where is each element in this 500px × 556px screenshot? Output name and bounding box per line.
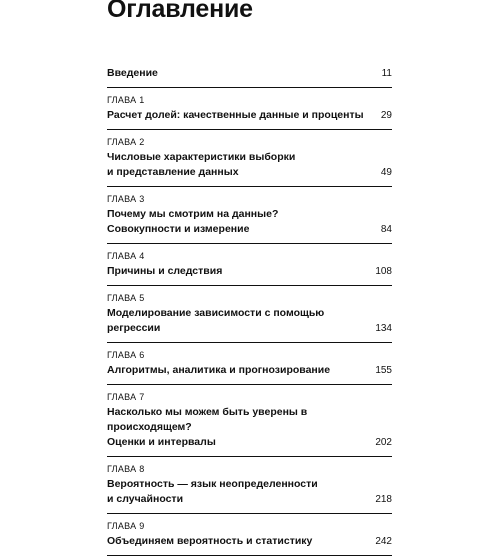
page-number: 29 xyxy=(380,110,392,121)
toc-entry-chapter-8[interactable] xyxy=(107,457,392,514)
toc-entry-chapter-4[interactable] xyxy=(107,244,392,286)
page-number: 11 xyxy=(381,68,392,79)
page-number: 84 xyxy=(380,224,392,235)
toc-entry-chapter-1[interactable] xyxy=(107,88,392,130)
toc-entry-chapter-7[interactable] xyxy=(107,385,392,457)
entry-title: Алгоритмы, аналитика и прогнозирование xyxy=(107,364,331,376)
toc-entry-chapter-9[interactable] xyxy=(107,514,392,556)
toc-entry-chapter-5[interactable] xyxy=(107,286,392,343)
chapter-label: ГЛАВА 9 xyxy=(107,521,145,531)
toc-entry-intro[interactable] xyxy=(107,60,392,88)
chapter-label: ГЛАВА 3 xyxy=(107,194,145,204)
toc-entry-chapter-6[interactable] xyxy=(107,343,392,385)
entry-title: Числовые характеристики выборки и представление данных xyxy=(107,151,296,178)
chapter-label: ГЛАВА 8 xyxy=(107,464,145,474)
entry-title: Насколько мы можем быть уверены в происходящем? Оценки и интервалы xyxy=(107,406,308,448)
page-number: 108 xyxy=(375,266,392,277)
page-number: 242 xyxy=(375,536,392,547)
entry-title: Причины и следствия xyxy=(107,265,223,277)
chapter-label: ГЛАВА 1 xyxy=(107,95,145,105)
entry-title: Моделирование зависимости с помощью регрессии xyxy=(107,307,325,334)
table-of-contents xyxy=(107,60,392,556)
entry-title: Объединяем вероятность и статистику xyxy=(107,535,313,547)
entry-title: Почему мы смотрим на данные? Совокупности и измерение xyxy=(107,208,279,235)
chapter-label: ГЛАВА 5 xyxy=(107,293,145,303)
page-number: 134 xyxy=(375,323,392,334)
page-number: 218 xyxy=(375,494,392,505)
page-number: 49 xyxy=(380,167,392,178)
page-number: 155 xyxy=(375,365,392,376)
chapter-label: ГЛАВА 4 xyxy=(107,251,145,261)
toc-entry-chapter-2[interactable] xyxy=(107,130,392,187)
toc-entry-chapter-3[interactable] xyxy=(107,187,392,244)
entry-title: Вероятность — язык неопределенности и случайности xyxy=(107,478,318,505)
page-title: Оглавление xyxy=(107,0,253,23)
chapter-label: ГЛАВА 7 xyxy=(107,392,145,402)
entry-title: Расчет долей: качественные данные и проценты xyxy=(107,109,364,121)
chapter-label: ГЛАВА 2 xyxy=(107,137,145,147)
chapter-label: ГЛАВА 6 xyxy=(107,350,145,360)
page-number: 202 xyxy=(375,437,392,448)
entry-title: Введение xyxy=(107,67,158,79)
